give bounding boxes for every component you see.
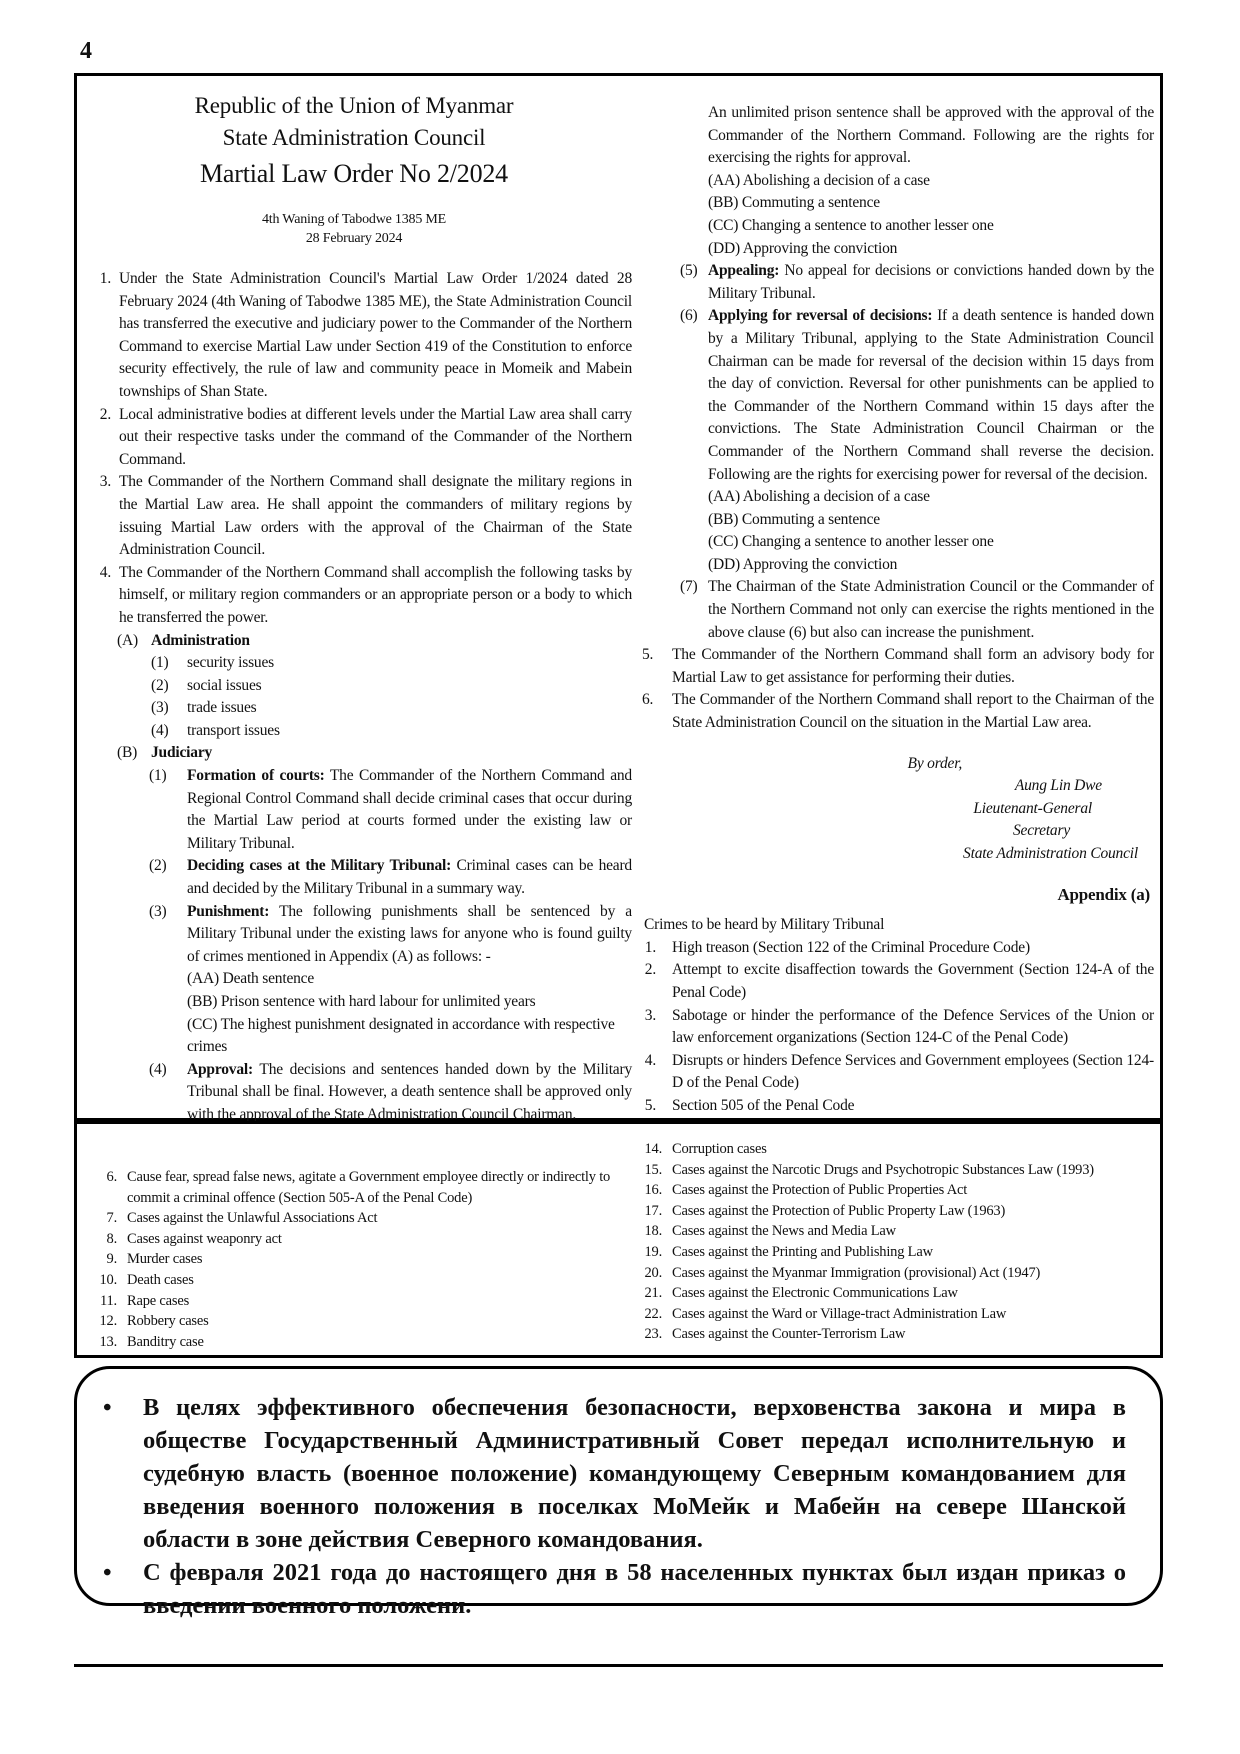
signatory-org: State Administration Council: [963, 845, 1138, 862]
crime-item: 17. Cases against the Protection of Public Property Law (1963): [644, 1202, 1006, 1219]
right-item: (DD) Approving the conviction: [708, 239, 898, 257]
admin-item: (2) social issues: [151, 676, 262, 694]
section-judiciary: (B) Judiciary: [117, 744, 213, 762]
order-item: 3. The Commander of the Northern Command shall designate the military regions in the Martial Law area. He shall appoint the commanders of military regions by issuing Martial Law orders with the approval of the Chairman of the State Administration Council.: [99, 473, 632, 559]
martial-law-order-box: [74, 73, 1163, 1121]
crime-item: 7. Cases against the Unlawful Associations Act: [106, 1210, 378, 1227]
crime-item: 10. Death cases: [99, 1271, 194, 1288]
crime-item: 11. Rape cases: [100, 1292, 190, 1309]
order-date: 28 February 2024: [305, 231, 403, 246]
summary-item: • С февраля 2021 года до настоящего дня в 58 населенных пунктах был издан приказ о введении военного положени.: [143, 1556, 1126, 1622]
signatory-name: Aung Lin Dwe: [1014, 777, 1102, 795]
crime-item: 22. Cases against the Ward or Village-tract Administration Law: [644, 1305, 1007, 1322]
judiciary-item: (6) Applying for reversal of decisions: If a death sentence is handed down by a Military Tribunal, applying to the State Administration Council Chairman can be made for reversal of the decision within 15 days from the day of conviction. Reversal for other punishments can be applied to the Commander of the Northern Command within 15 days after the convictions. The State Administration Council Chairman or the Commander of the Northern Command shall reverse the decision. Following are the rights for exercising power for reversal of the decision.: [680, 307, 1154, 483]
bullet-icon: •: [103, 1394, 112, 1421]
header-line1: Republic of the Union of Myanmar: [194, 93, 514, 118]
judiciary-item: (4) Approval: The decisions and sentences handed down by the Military Tribunal shall be final. However, a death sentence shall be approved only with the approval of the State Administration Council Chairman.: [149, 1060, 632, 1123]
admin-item: (1) security issues: [151, 654, 274, 672]
order-item: 5. The Commander of the Northern Command shall form an advisory body for Martial Law to get assistance for performing their duties.: [642, 646, 1154, 686]
right-item: (BB) Commuting a sentence: [708, 194, 880, 212]
crime-item: 9. Murder cases: [106, 1251, 203, 1268]
crimes-left-column: [87, 1167, 617, 1352]
by-order: By order,: [907, 754, 962, 772]
order-left-column: [89, 90, 632, 1127]
bullet-icon: •: [103, 1559, 112, 1586]
judiciary-item: (1) Formation of courts: The Commander of the Northern Command and Regional Control Command shall decide criminal cases that occur during the Martial Law period at courts formed under the existing law or Military Tribunal.: [149, 767, 632, 852]
crime-item: 20. Cases against the Myanmar Immigration (provisional) Act (1947): [644, 1264, 1041, 1281]
crime-item: 21. Cases against the Electronic Communications Law: [644, 1285, 958, 1302]
crime-item: 4. Disrupts or hinders Defence Services and Government employees (Section 124-D of the Penal Code): [644, 1051, 1154, 1092]
punishment-aa: (AA) Death sentence: [187, 970, 315, 988]
judiciary-item: (5) Appealing: No appeal for decisions or convictions handed down by the Military Tribunal.: [680, 262, 1154, 302]
right-item: (DD) Approving the conviction: [708, 555, 898, 573]
crime-item: 13. Banditry case: [99, 1333, 204, 1350]
judiciary-item: (7) The Chairman of the State Administration Council or the Commander of the Northern Command not only can exercise the rights mentioned in the above clause (6) but also can increase the punishment.: [680, 578, 1154, 641]
right-item: (BB) Commuting a sentence: [708, 510, 880, 528]
crime-item: 8. Cases against weaponry act: [106, 1230, 282, 1247]
admin-item: (4) transport issues: [151, 721, 280, 739]
section-administration: (A) Administration: [117, 631, 250, 649]
crime-item: 14. Corruption cases: [644, 1141, 767, 1157]
order-right-column: [642, 102, 1154, 1118]
right-item: (AA) Abolishing a decision of a case: [708, 488, 930, 506]
russian-summary-box: [74, 1366, 1163, 1619]
punishment-bb: (BB) Prison sentence with hard labour for unlimited years: [187, 993, 536, 1010]
order-header: [159, 90, 549, 248]
crime-item: 18. Cases against the News and Media Law: [644, 1223, 896, 1240]
crime-item: 1. High treason (Section 122 of the Criminal Procedure Code): [644, 938, 1030, 956]
signatory-rank: Lieutenant-General: [973, 799, 1092, 817]
crime-item: 5. Section 505 of the Penal Code: [644, 1096, 855, 1114]
crimes-continued-box: [74, 1121, 1163, 1358]
order-item: 6. The Commander of the Northern Command shall report to the Chairman of the State Administration Council on the situation in the Martial Law area.: [642, 691, 1154, 732]
order-item: 2. Local administrative bodies at different levels under the Martial Law area shall carry out their respective tasks under the command of the Commander of the Northern Command.: [99, 405, 632, 468]
approval-intro: An unlimited prison sentence shall be approved with the approval of the Commander of the Northern Command. Following are the rights for exercising the rights for approval.: [708, 104, 1154, 167]
order-title: Martial Law Order No 2/2024: [200, 159, 508, 188]
crime-item: 15. Cases against the Narcotic Drugs and Psychotropic Substances Law (1993): [644, 1161, 1094, 1178]
crimes-right-column: [632, 1139, 1152, 1345]
signatory-position: Secretary: [1012, 822, 1070, 840]
crime-item: 12. Robbery cases: [99, 1313, 209, 1330]
right-item: (CC) Changing a sentence to another lesser one: [708, 533, 994, 551]
crime-item: 6. Cause fear, spread false news, agitate a Government employee directly or indirectly to commit a criminal offence (Section 505-A of the Penal Code): [106, 1169, 611, 1206]
judiciary-item: (3) Punishment: The following punishments shall be sentenced by a Military Tribunal under the existing laws for anyone who is found guilty of crimes mentioned in Appendix (A) as follows: -: [149, 902, 632, 965]
crime-item: 19. Cases against the Printing and Publishing Law: [644, 1243, 933, 1260]
crime-item: 23. Cases against the Counter-Terrorism Law: [644, 1326, 906, 1343]
appendix-title: Appendix (a): [1057, 884, 1150, 904]
judiciary-item: (2) Deciding cases at the Military Tribunal: Criminal cases can be heard and decided by the Military Tribunal in a summary way.: [149, 857, 632, 898]
order-date-myanmar: 4th Waning of Tabodwe 1385 ME: [261, 212, 447, 227]
page-number: 4: [80, 38, 92, 64]
crime-item: 3. Sabotage or hinder the performance of the Defence Services of the Union or law enforcement organizations (Section 124-C of the Penal Code): [644, 1006, 1154, 1047]
admin-item: (3) trade issues: [151, 699, 257, 717]
appendix-subtitle: Crimes to be heard by Military Tribunal: [644, 916, 885, 934]
right-item: (CC) Changing a sentence to another lesser one: [708, 216, 994, 234]
punishment-cc: (CC) The highest punishment designated in accordance with respective crimes: [187, 1015, 615, 1056]
order-item: 4. The Commander of the Northern Command shall accomplish the following tasks by himself, or military region commanders or an appropriate person or a body to which he transferred the power.: [99, 563, 632, 626]
order-item: 1. Under the State Administration Council's Martial Law Order 1/2024 dated 28 February 2024 (4th Waning of Tabodwe 1385 ME), the State Administration Council has transferred the executive and judiciary power to the Commander of the Northern Command to exercise Martial Law under Section 419 of the Constitution to enforce security effectively, the rule of law and community peace in Momeik and Mabein townships of Shan State.: [99, 270, 632, 400]
crime-item: 2. Attempt to excite disaffection towards the Government (Section 124-A of the Penal Code): [644, 961, 1154, 1001]
summary-item: • В целях эффективного обеспечения безопасности, верховенства закона и мира в обществе Государственный Административный Совет передал исполнительную и судебную власть (военное положение) командующему Северным командованием для введения военного положения в поселках МоМейк и Мабейн на севере Шанской области в зоне действия Северного командования.: [143, 1391, 1126, 1556]
crime-item: 16. Cases against the Protection of Public Properties Act: [644, 1182, 968, 1199]
right-item: (AA) Abolishing a decision of a case: [708, 171, 930, 189]
bottom-divider: [74, 1664, 1163, 1667]
signature-block: [642, 753, 1154, 866]
header-line2: State Administration Council: [222, 125, 486, 150]
